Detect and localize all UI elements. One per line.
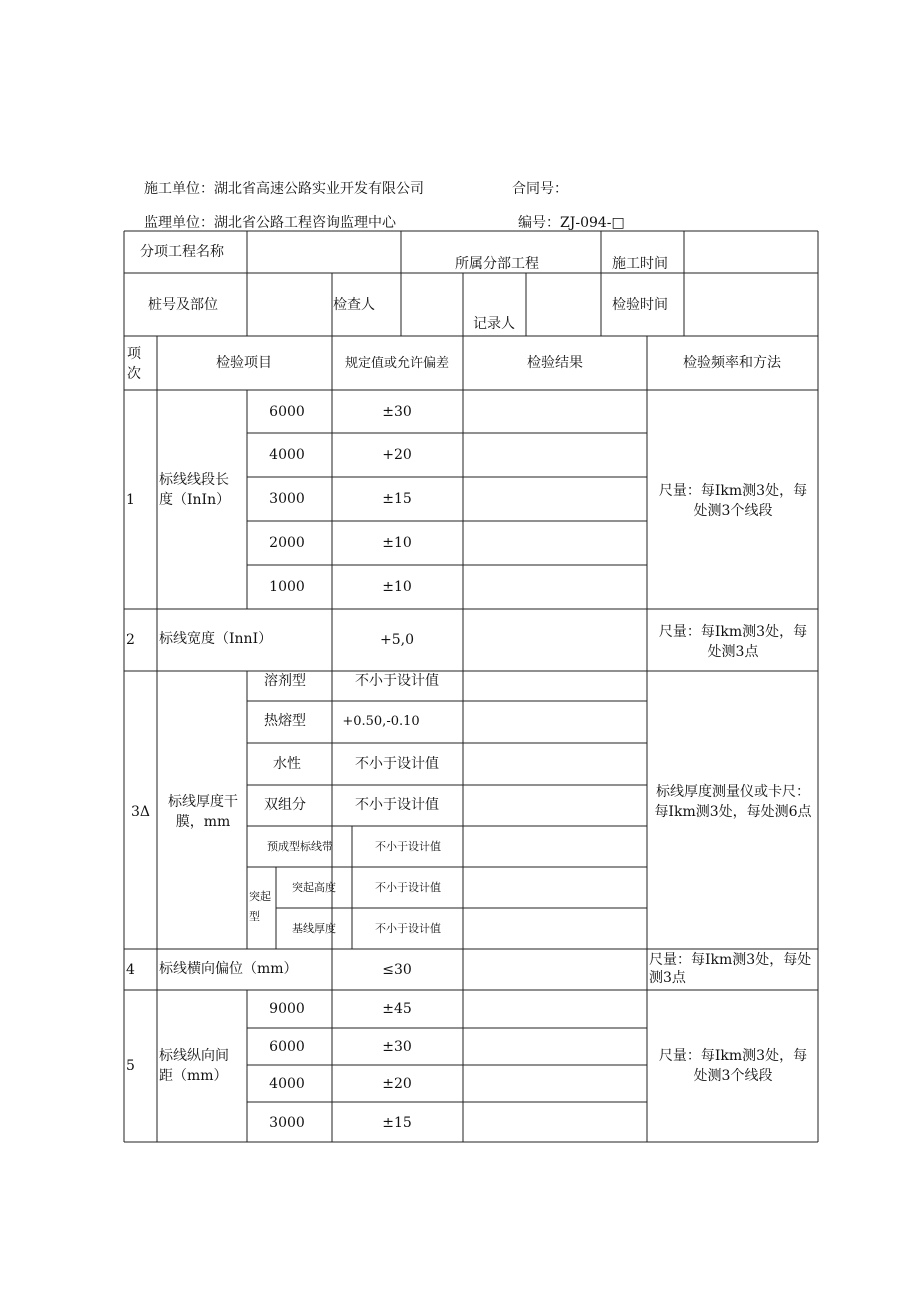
s3-spec-0: 不小于设计值	[355, 673, 439, 689]
col-method: 检验频率和方法	[683, 355, 781, 371]
s5-no: 5	[126, 1058, 135, 1074]
subitem-name-label: 分项工程名称	[140, 244, 224, 260]
s1-sub-1: 4000	[269, 447, 305, 463]
s5-spec-2: ±20	[382, 1076, 412, 1092]
s3-spec-1: +0.50,-0.10	[342, 714, 420, 729]
s5-sub-1: 6000	[269, 1039, 305, 1055]
s3-sub-2: 水性	[273, 756, 301, 772]
s5-sub-3: 3000	[269, 1115, 305, 1131]
s1-method: 尺量：每Ikm测3处，每处测3个线段	[658, 483, 808, 519]
s3-sub-1: 热熔型	[264, 713, 306, 729]
s3-sub-0: 溶剂型	[264, 673, 306, 689]
s4-no: 4	[126, 962, 135, 978]
construction-time-label: 施工时间	[612, 256, 668, 272]
s1-name: 标线线段长度（InIn）	[159, 472, 231, 508]
station-location-label: 桩号及部位	[148, 297, 218, 313]
parent-project-label: 所属分部工程	[455, 256, 539, 272]
s1-sub-2: 3000	[269, 491, 305, 507]
s3-raised-sub-0: 突起高度	[292, 881, 336, 894]
s5-method: 尺量：每Ikm测3处，每处测3个线段	[658, 1048, 808, 1084]
col-item-no: 项次	[127, 346, 141, 382]
s3-raised-label: 突起型	[249, 890, 271, 923]
s3-raised-spec-1: 不小于设计值	[375, 922, 441, 935]
s2-no: 2	[126, 632, 135, 648]
s1-spec-1: +20	[382, 447, 412, 463]
s3-spec-4: 不小于设计值	[375, 840, 441, 853]
s1-spec-3: ±10	[382, 535, 412, 551]
s4-method: 尺量：每Ikm测3处，每处测3点	[649, 952, 812, 986]
s3-method: 标线厚度测量仪或卡尺：每Ikm测3处，每处测6点	[654, 784, 812, 820]
col-spec: 规定值或允许偏差	[344, 356, 450, 371]
s3-name: 标线厚度干膜，mm	[168, 794, 238, 830]
s1-spec-0: ±30	[382, 404, 412, 420]
s5-sub-0: 9000	[269, 1001, 305, 1017]
s5-spec-0: ±45	[382, 1001, 412, 1017]
contract-number: 合同号：	[512, 181, 568, 197]
s1-sub-3: 2000	[269, 535, 305, 551]
col-item: 检验项目	[216, 355, 272, 371]
s1-sub-0: 6000	[269, 404, 305, 420]
s3-raised-spec-0: 不小于设计值	[375, 881, 441, 894]
inspector-label: 检查人	[333, 297, 375, 313]
s1-spec-2: ±15	[382, 491, 412, 507]
s3-sub-4: 预成型标线带	[267, 840, 333, 853]
s3-no: 3Δ	[131, 804, 151, 820]
inspection-time-label: 检验时间	[612, 297, 668, 313]
form-code: 编号：ZJ-094-□	[518, 215, 625, 231]
s3-spec-2: 不小于设计值	[355, 756, 439, 772]
supervision-unit: 监理单位：湖北省公路工程咨询监理中心	[144, 215, 396, 231]
s2-name: 标线宽度（InnI）	[159, 631, 273, 647]
col-result: 检验结果	[527, 355, 583, 371]
recorder-label: 记录人	[473, 316, 515, 332]
s4-name: 标线横向偏位（mm）	[159, 961, 298, 977]
s3-raised-sub-1: 基线厚度	[292, 922, 336, 935]
s5-name: 标线纵向间距（mm）	[159, 1048, 229, 1084]
construction-unit: 施工单位：湖北省高速公路实业开发有限公司	[144, 181, 424, 197]
s4-spec: ≤30	[382, 962, 412, 978]
s1-spec-4: ±10	[382, 579, 412, 595]
s5-sub-2: 4000	[269, 1076, 305, 1092]
s2-spec: +5,0	[380, 632, 414, 648]
s5-spec-1: ±30	[382, 1039, 412, 1055]
s3-spec-3: 不小于设计值	[355, 797, 439, 813]
s1-no: 1	[126, 492, 135, 508]
s3-sub-3: 双组分	[264, 797, 306, 813]
s1-sub-4: 1000	[269, 579, 305, 595]
s5-spec-3: ±15	[382, 1115, 412, 1131]
s2-method: 尺量：每Ikm测3处，每处测3点	[658, 624, 808, 660]
